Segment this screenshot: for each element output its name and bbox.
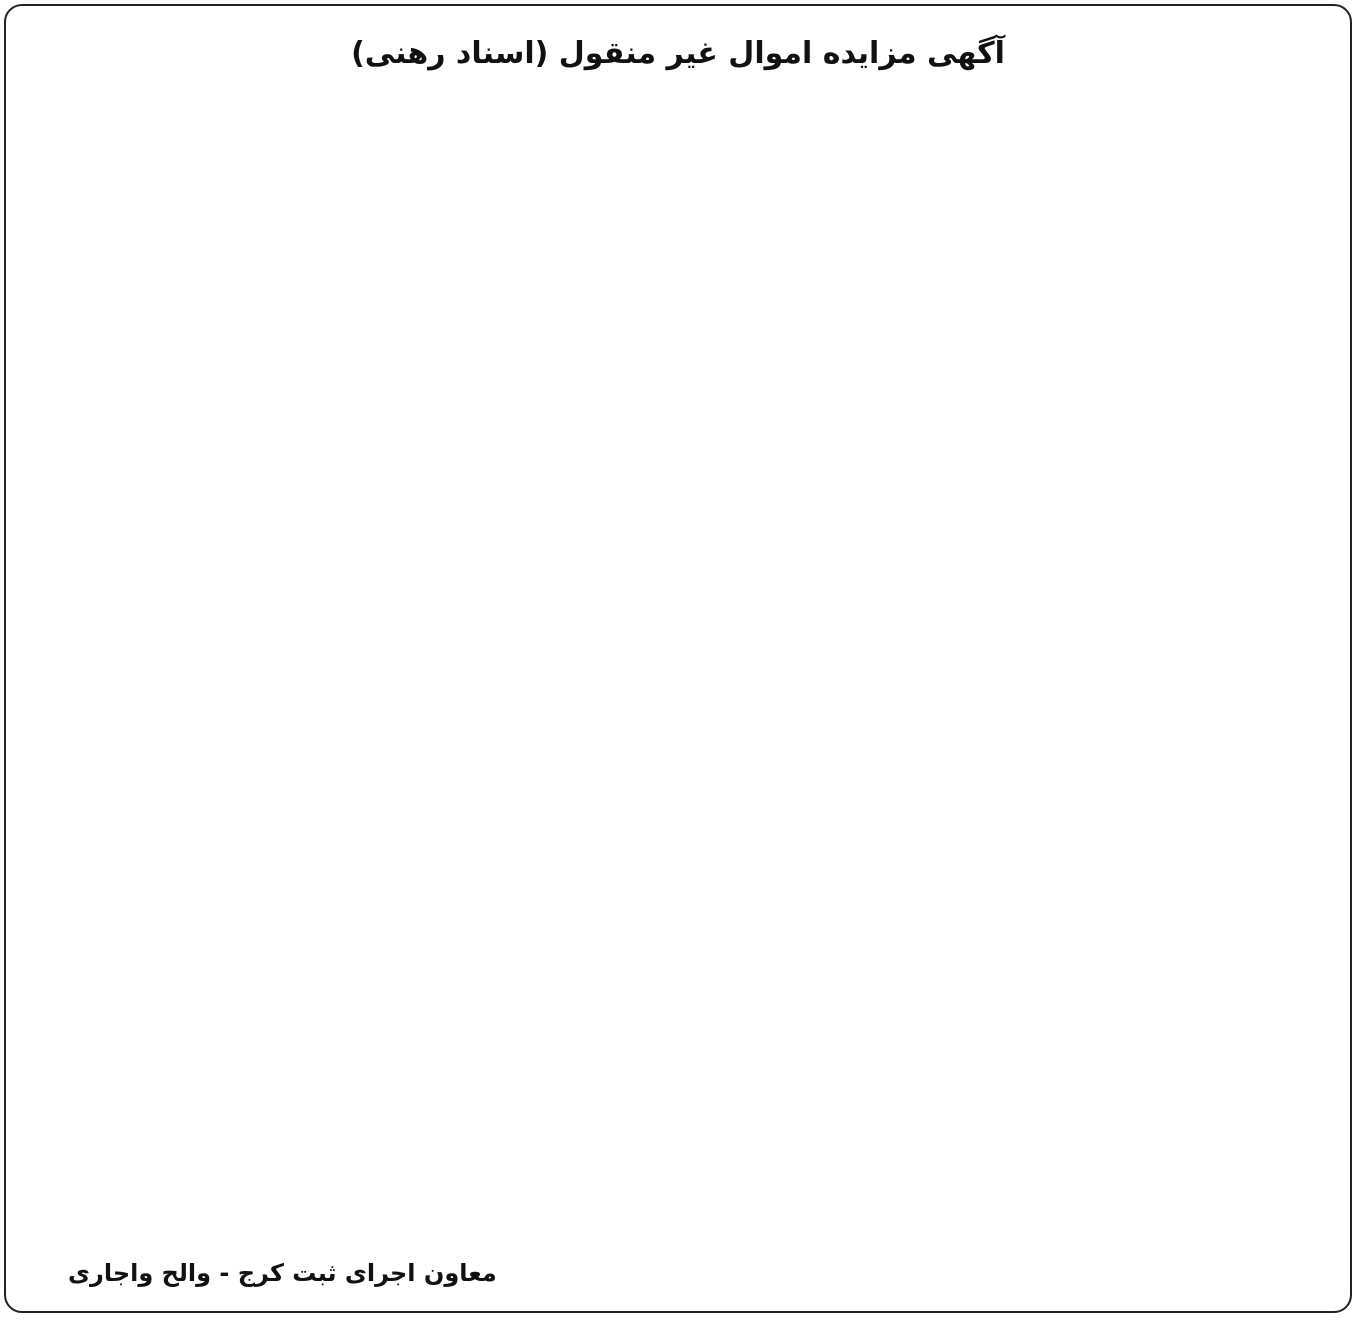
notice-body-area: [26, 82, 1330, 1267]
notice-frame: [4, 4, 1352, 1313]
notice-title: آگهی مزایده اموال غیر منقول (اسناد رهنی): [351, 36, 1005, 71]
notice-signature: معاون اجرای ثبت کرج - والح واجاری: [68, 1259, 497, 1287]
